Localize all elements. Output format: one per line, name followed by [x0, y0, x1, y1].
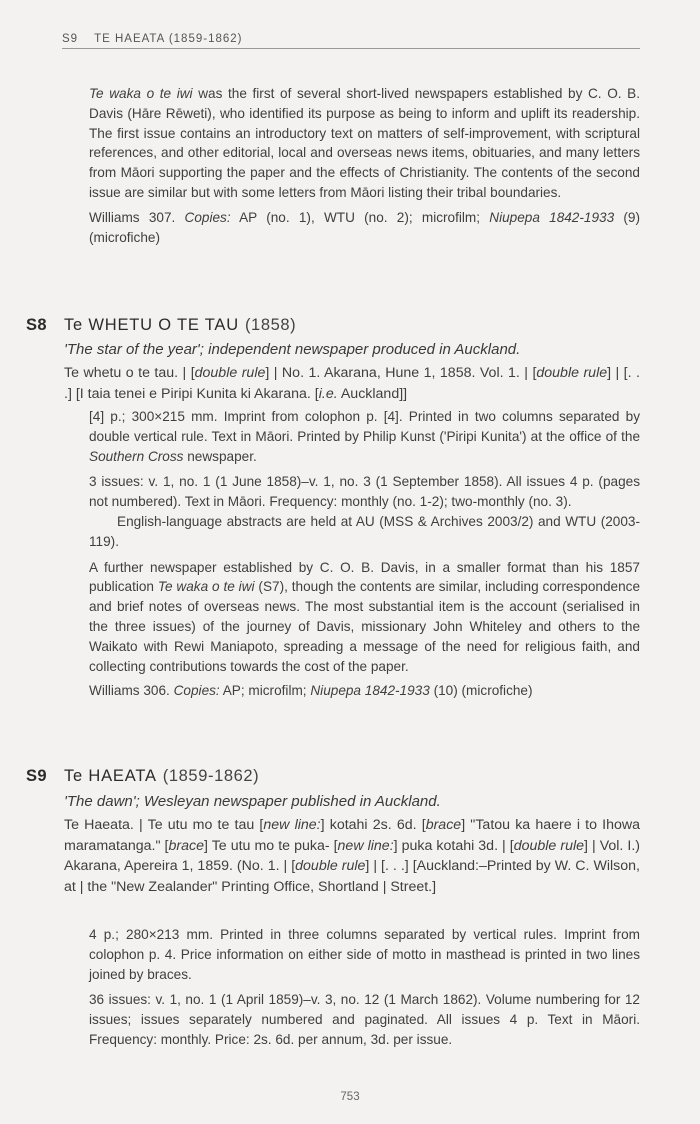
ref-williams: Williams 307. [89, 209, 176, 225]
entry-code: S9 [26, 767, 47, 785]
s9-transcription [64, 815, 640, 897]
entry-title: Te HAEATA [64, 767, 157, 785]
intro-block [89, 84, 640, 247]
ref-williams: Williams 306. [89, 683, 170, 699]
physical-description: 4 p.; 280×213 mm. Printed in three columns separated by vertical rules. Imprint from colophon p. 4. Price information on either side of motto in masthead is printed in two lines joined by braces. [89, 927, 640, 982]
s8-reference [89, 681, 640, 701]
s8-details [89, 407, 640, 701]
ref-copies-label: Copies: [173, 683, 220, 699]
abstracts-note: English-language abstracts are held at AU (MSS & Archives 2003/2) and WTU (2003-119). [89, 513, 640, 549]
ref-copies-label: Copies: [184, 209, 231, 225]
entry-subtitle-s8: 'The star of the year'; independent newspaper produced in Auckland. [64, 341, 521, 358]
intro-text: was the first of several short-lived newspapers established by C. O. B. Davis (Hāre Rēweti), who identified its purpose as being to inform and uplift its readership. The first issue contains an introductory text on matters of self-improvement, with scriptural references, and other editorial, local and overseas news items, obituaries, and many letters from Māori supporting the paper and the effects of Christianity. The contents of the second issue are similar but with some letters from Māori listing their tribal boundaries. [89, 86, 641, 200]
s8-transcription [64, 363, 640, 404]
intro-paper-title: Te waka o te iwi [89, 86, 193, 101]
note-text: (S7), though the contents are similar, including correspondence and brief notes of overseas news. The most substantial item is the account (serialised in the three issues) of the journey of Davis, missionary John Whiteley and others to the Waikato with Rewi Maniapoto, spreading a message of the need for religious faith, and collecting contributions towards the cost of the paper. [89, 579, 641, 674]
tr-part: ] kotahi 2s. 6d. [ [320, 817, 426, 833]
tr-note: new line: [337, 837, 394, 854]
phys-text: [4] p.; 300×215 mm. Imprint from colophon p. [4]. Printed in two columns separated by double vertical rule. Text in Māori. Printed by Philip Kunst ('Piripi Kunita') at the office of the [89, 409, 640, 444]
note-paper-title: Te waka o te iwi [157, 579, 255, 595]
tr-part: Auckland]] [340, 385, 408, 402]
tr-part: ] | [. . .] [I taia tenei e Piripi Kunita ki Akarana. [ [64, 365, 640, 402]
tr-note: brace [425, 817, 462, 833]
tr-note: i.e. [318, 385, 338, 402]
tr-part: ] | [. . .] [Auckland:–Printed by W. C. Wilson, at | the "New Zealander" Printing Office, Shortland | Street.] [64, 858, 640, 895]
tr-note: double rule [194, 365, 266, 381]
ref-microfiche: (9) (microfiche) [89, 209, 640, 245]
ref-microfiche: (10) (microfiche) [433, 683, 533, 699]
transcription-text [64, 815, 640, 897]
note-text: A further newspaper established by C. O. B. Davis, in a smaller format than his 1857 publication [89, 559, 640, 595]
tr-part: Te whetu o te tau. | [ [64, 365, 195, 381]
entry-heading-s9 [26, 767, 259, 786]
running-head [62, 33, 640, 49]
tr-part: ] Te utu mo te puka- [ [204, 837, 338, 854]
tr-part: ] "Tatou ka haere i to Ihowa maramatanga." [ [64, 817, 640, 854]
tr-note: double rule [295, 858, 366, 874]
phys-text: newspaper. [187, 448, 257, 464]
tr-part: ] | No. 1. Akarana, Hune 1, 1858. Vol. 1. | [ [265, 365, 537, 381]
entry-years: (1859-1862) [162, 767, 260, 785]
ref-holdings: AP (no. 1), WTU (no. 2); microfilm; [239, 209, 481, 225]
tr-part: Te Haeata. | Te utu mo te tau [ [64, 817, 264, 833]
ref-niupepa: Niupepa 1842-1933 [310, 683, 430, 699]
tr-part: ] | Vol. I.) Akarana, Apereira 1, 1859. (No. 1. | [ [64, 837, 641, 874]
running-head-title: TE HAEATA (1859-1862) [94, 33, 243, 45]
issues-note: 36 issues: v. 1, no. 1 (1 April 1859)–v. 3, no. 12 (1 March 1862). Volume numbering for 12 issues; issues separately numbered and paginated. All issues 4 p. Text in Māori. Frequency: monthly. Price: 2s. 6d. per annum, 3d. per issue. [89, 992, 640, 1047]
entry-years: (1858) [244, 316, 297, 334]
entry-heading-s8 [26, 316, 296, 335]
tr-note: double rule [536, 365, 608, 381]
issues-note: 3 issues: v. 1, no. 1 (1 June 1858)–v. 1, no. 3 (1 September 1858). All issues 4 p. (pages not numbered). Text in Māori. Frequency: monthly (no. 1-2); two-monthly (no. 3). [89, 474, 640, 510]
intro-paragraph [89, 84, 640, 203]
tr-note: double rule [513, 837, 585, 854]
tr-part: ] puka kotahi 3d. | [ [393, 837, 514, 854]
running-head-code: S9 [62, 33, 79, 45]
intro-reference [89, 208, 640, 248]
ref-holdings: AP; microfilm; [222, 683, 307, 699]
entry-subtitle-s9: 'The dawn'; Wesleyan newspaper published in Auckland. [64, 793, 441, 810]
entry-title: Te WHETU O TE TAU [64, 316, 239, 334]
ref-niupepa: Niupepa 1842-1933 [489, 209, 615, 225]
entry-code: S8 [26, 316, 47, 334]
transcription-text [64, 363, 640, 404]
s9-details [89, 925, 640, 1050]
tr-note: brace [168, 837, 204, 854]
tr-note: new line: [263, 817, 321, 833]
phys-paper-name: Southern Cross [89, 448, 184, 464]
page-number: 753 [340, 1091, 360, 1103]
content-note [89, 558, 640, 677]
physical-description [89, 407, 640, 466]
